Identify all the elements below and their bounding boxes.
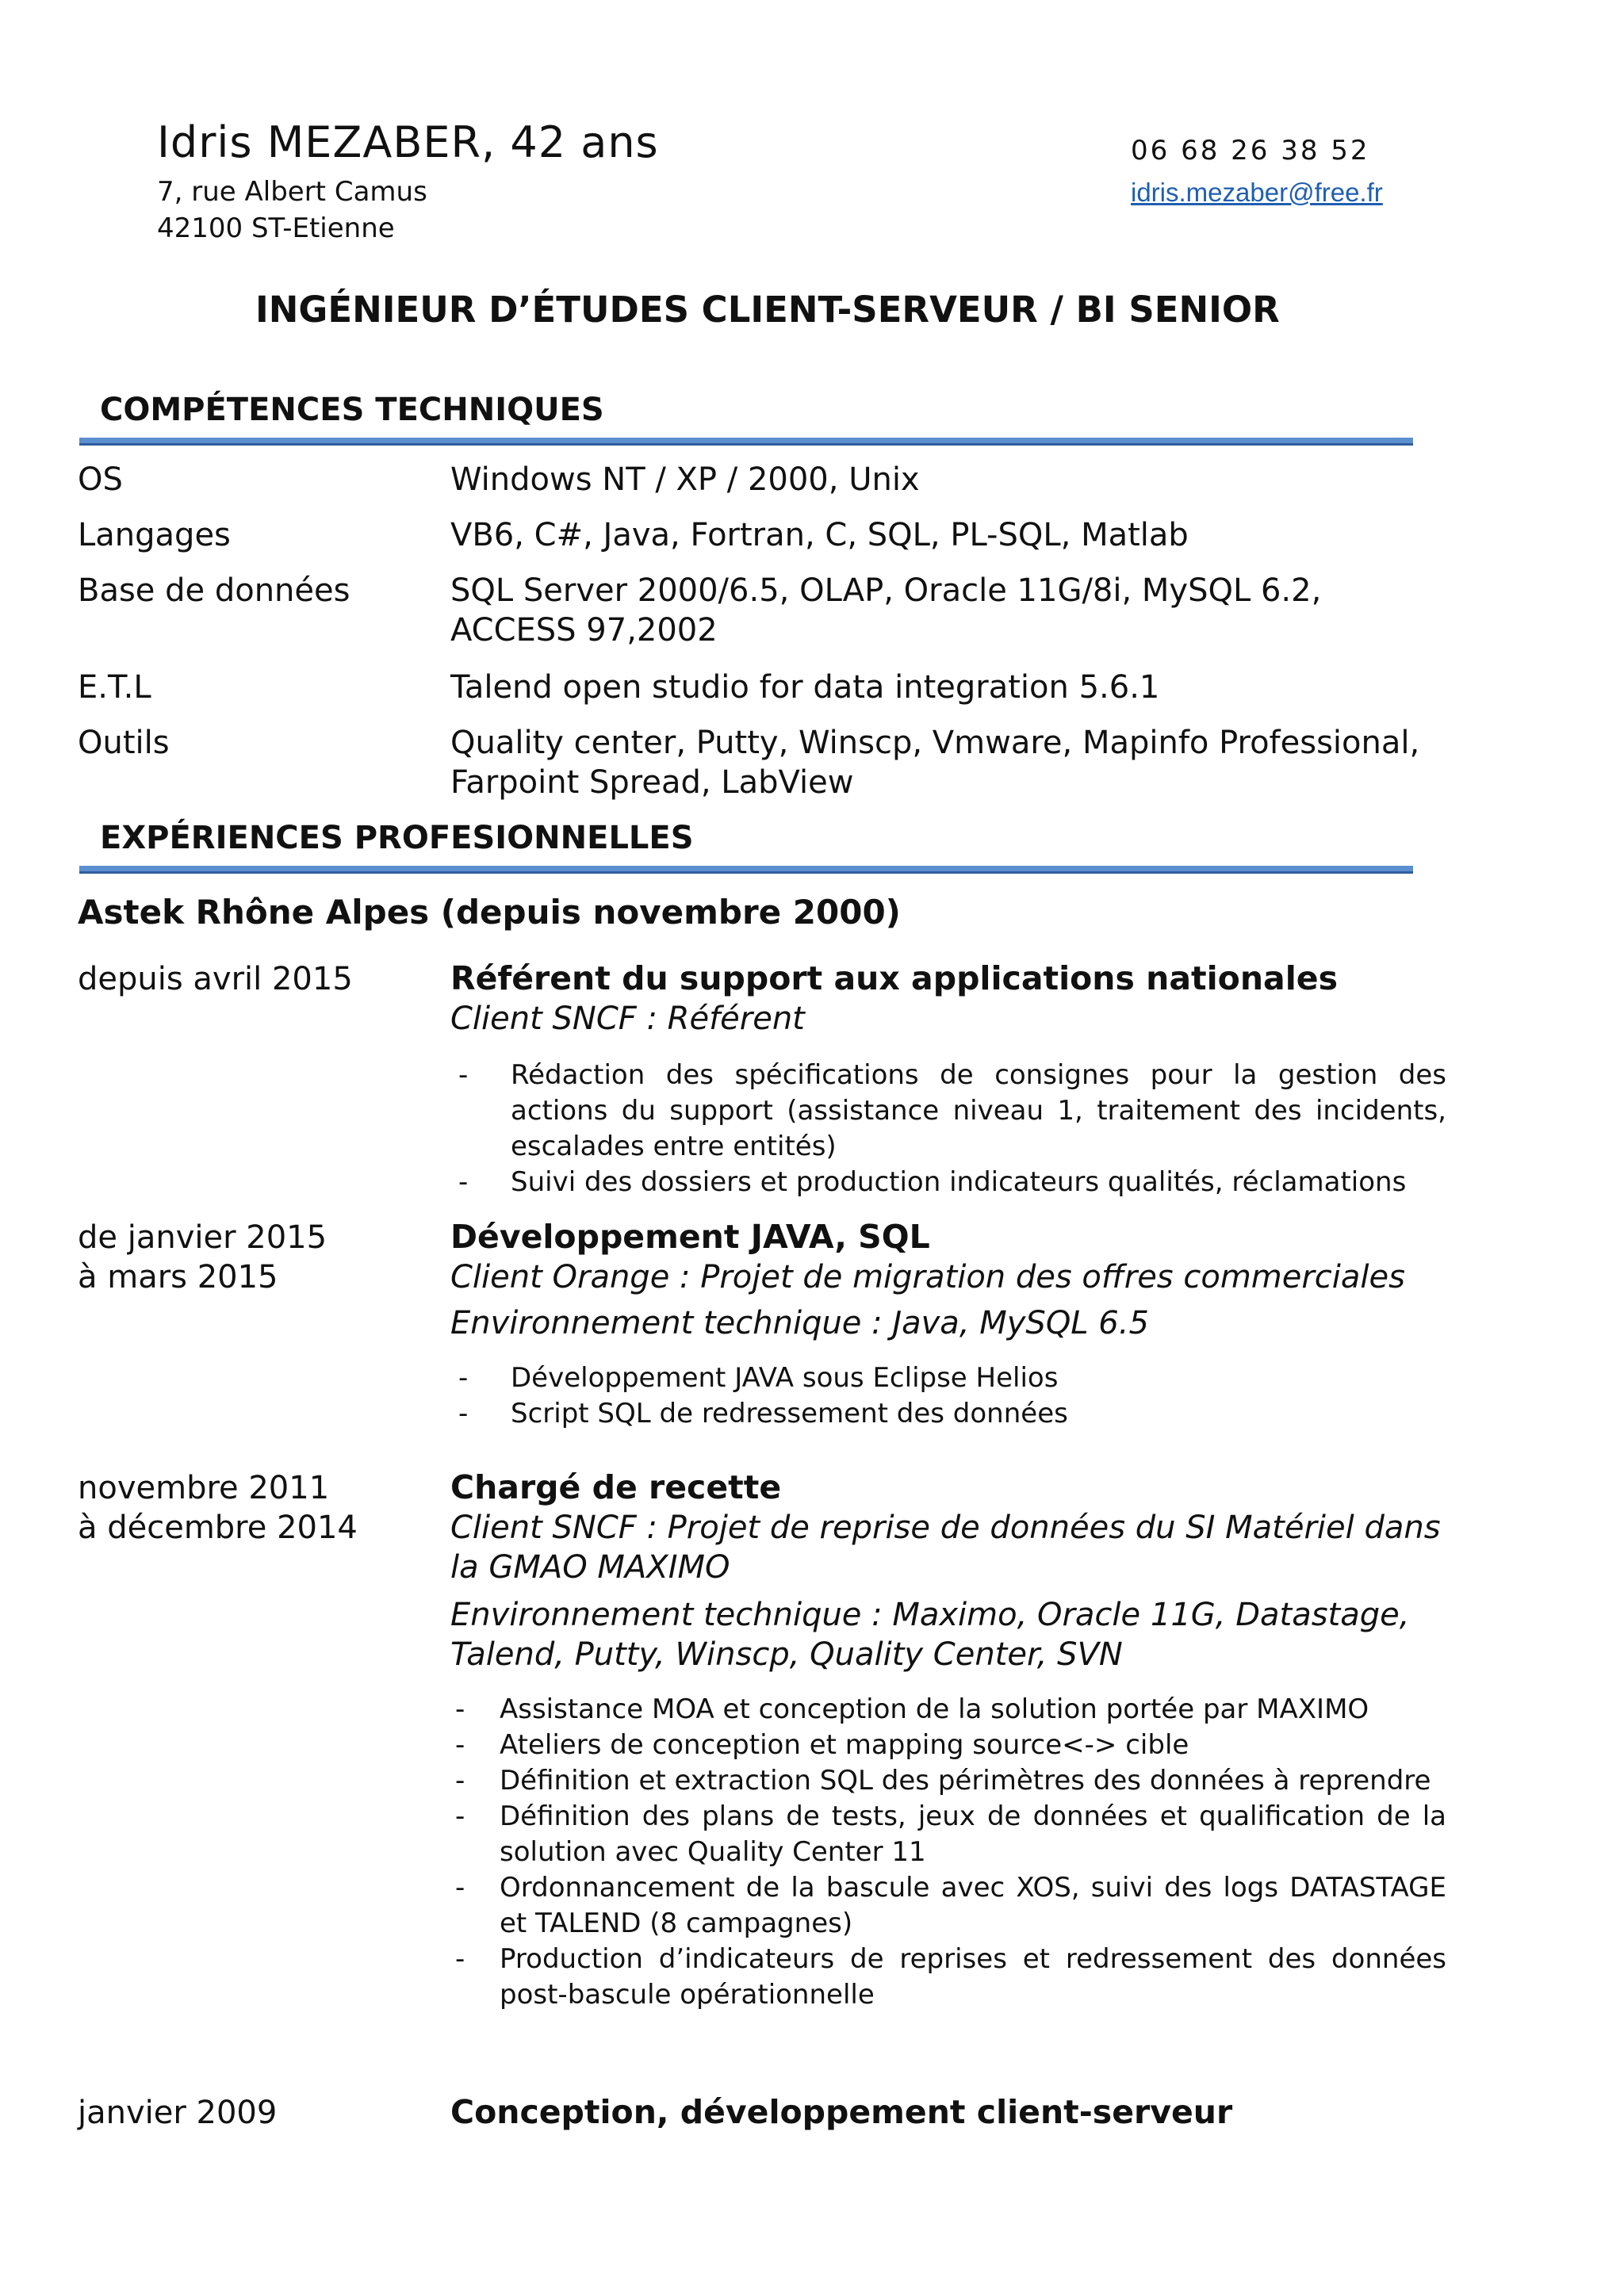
task-item: - Rédaction des spécifications de consignes pour la gestion des actions du support (assistance niveau 1, traitement des incidents, escalades entre entités) xyxy=(454,1058,1446,1165)
experience-heading: EXPÉRIENCES PROFESIONNELLES xyxy=(100,820,694,856)
resume-title: INGÉNIEUR D’ÉTUDES CLIENT-SERVEUR / BI SENIOR xyxy=(255,289,1280,331)
skill-value: Farpoint Spread, LabView xyxy=(450,764,854,801)
task-item: - Assistance MOA et conception de la solution portée par MAXIMO xyxy=(450,1692,1446,1728)
job-client: Client SNCF : Référent xyxy=(450,1001,805,1037)
job-tasks xyxy=(454,1360,1446,1432)
job-environment: Talend, Putty, Winscp, Quality Center, SVN xyxy=(450,1636,1123,1673)
job-dates: novembre 2011 xyxy=(78,1470,330,1506)
experience-divider xyxy=(79,866,1413,874)
job-dates: janvier 2009 xyxy=(78,2095,278,2131)
task-item: - Production d’indicateurs de reprises et redressement des données post-bascule opérationnelle xyxy=(450,1942,1446,2013)
job-environment: Environnement technique : Java, MySQL 6.5 xyxy=(450,1305,1149,1341)
skills-divider xyxy=(79,438,1413,446)
job-role: Développement JAVA, SQL xyxy=(450,1218,930,1256)
company-name: Astek Rhône Alpes (depuis novembre 2000) xyxy=(78,893,901,932)
email-link[interactable]: idris.mezaber@free.fr xyxy=(1131,178,1383,207)
task-item: - Script SQL de redressement des données xyxy=(454,1396,1446,1432)
skill-value: Quality center, Putty, Winscp, Vmware, Mapinfo Professional, xyxy=(450,725,1420,761)
candidate-name: Idris MEZABER, 42 ans xyxy=(157,117,659,167)
task-item: - Ateliers de conception et mapping source<-> cible xyxy=(450,1728,1446,1763)
job-client: Client Orange : Projet de migration des offres commerciales xyxy=(450,1259,1405,1295)
job-role: Conception, développement client-serveur xyxy=(450,2093,1233,2131)
job-dates: de janvier 2015 xyxy=(78,1219,327,1256)
task-item: - Suivi des dossiers et production indicateurs qualités, réclamations xyxy=(454,1165,1446,1200)
job-tasks xyxy=(454,1058,1446,1200)
task-item: - Définition et extraction SQL des périmètres des données à reprendre xyxy=(450,1763,1446,1799)
job-environment: Environnement technique : Maximo, Oracle 11G, Datastage, xyxy=(450,1597,1410,1633)
job-dates: depuis avril 2015 xyxy=(78,961,353,997)
skill-value: SQL Server 2000/6.5, OLAP, Oracle 11G/8i, MySQL 6.2, xyxy=(450,572,1322,609)
address-line-2: 42100 ST-Etienne xyxy=(157,212,395,244)
skills-heading: COMPÉTENCES TECHNIQUES xyxy=(100,392,604,428)
task-item: - Ordonnancement de la bascule avec XOS, suivi des logs DATASTAGE et TALEND (8 campagnes) xyxy=(450,1870,1446,1942)
job-dates: à décembre 2014 xyxy=(78,1510,358,1546)
phone-number: 06 68 26 38 52 xyxy=(1131,135,1370,166)
skill-label: OS xyxy=(78,461,123,498)
skill-value: VB6, C#, Java, Fortran, C, SQL, PL-SQL, Matlab xyxy=(450,517,1189,553)
task-item: - Développement JAVA sous Eclipse Helios xyxy=(454,1360,1446,1396)
skill-label: Base de données xyxy=(78,572,350,609)
skill-label: E.T.L xyxy=(78,669,151,706)
task-item: - Définition des plans de tests, jeux de données et qualification de la solution avec Quality Center 11 xyxy=(450,1799,1446,1870)
address-line-1: 7, rue Albert Camus xyxy=(157,176,427,208)
job-client: la GMAO MAXIMO xyxy=(450,1549,730,1586)
skill-value: ACCESS 97,2002 xyxy=(450,612,718,649)
job-client: Client SNCF : Projet de reprise de données du SI Matériel dans xyxy=(450,1510,1441,1546)
job-role: Chargé de recette xyxy=(450,1468,782,1506)
skill-label: Outils xyxy=(78,725,170,761)
skill-value: Talend open studio for data integration 5.6.1 xyxy=(450,669,1160,706)
job-tasks xyxy=(450,1692,1446,2013)
job-dates: à mars 2015 xyxy=(78,1259,278,1295)
skill-value: Windows NT / XP / 2000, Unix xyxy=(450,461,920,498)
skill-label: Langages xyxy=(78,517,231,553)
job-role: Référent du support aux applications nationales xyxy=(450,959,1338,997)
